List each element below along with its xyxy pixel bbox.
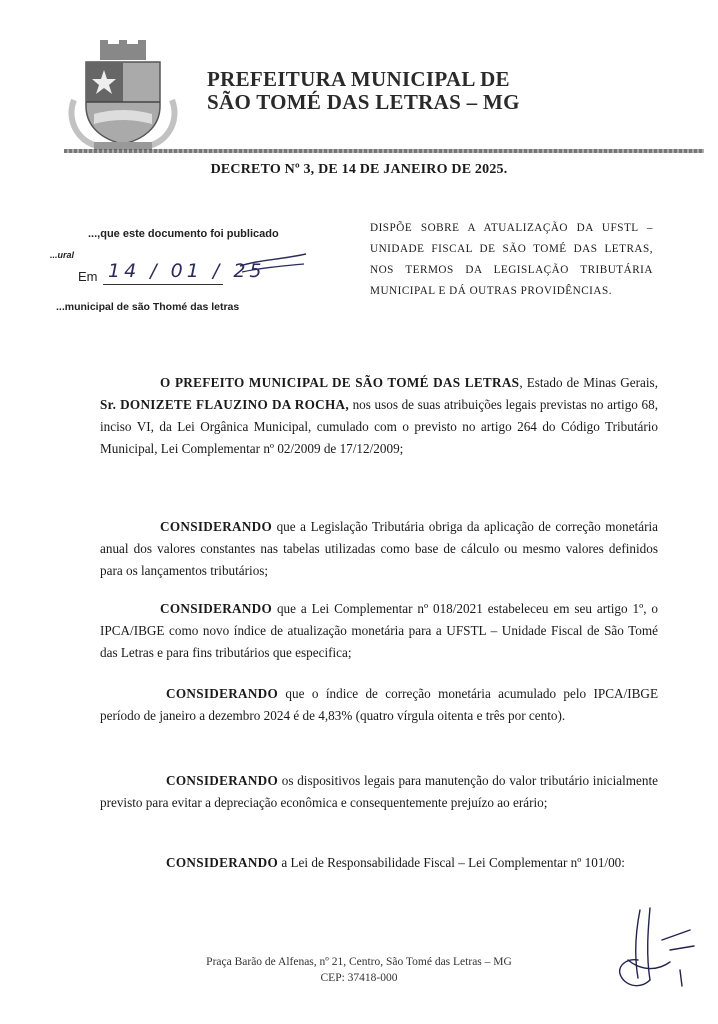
- coat-of-arms-logo: [64, 40, 182, 152]
- considerando-text: a Lei de Responsabilidade Fiscal – Lei Complementar nº 101/00:: [278, 855, 625, 870]
- footer-cep: CEP: 37418-000: [320, 972, 398, 984]
- handwritten-signature: [610, 900, 702, 992]
- publication-stamp: [48, 222, 318, 322]
- considerando-paragraph-2: [100, 598, 658, 664]
- ementa: DISPÕE SOBRE A ATUALIZAÇÃO DA UFSTL – UNIDADE FISCAL DE SÃO TOMÉ DAS LETRAS, NOS TERMOS DA LEGISLAÇÃO TRIBUTÁRIA MUNICIPAL E DÁ OUTRAS PROVIDÊNCIAS.: [370, 222, 653, 297]
- considerando-keyword: CONSIDERANDO: [160, 519, 273, 534]
- considerando-keyword: CONSIDERANDO: [166, 773, 279, 788]
- considerando-paragraph-3: [100, 683, 658, 727]
- header-divider: [64, 149, 704, 153]
- considerando-keyword: CONSIDERANDO: [160, 601, 273, 616]
- considerando-paragraph-5: [100, 852, 658, 874]
- considerando-text: os dispositivos legais para manutenção do valor tributário inicialmente previsto para evitar a depreciação econômica e consequentemente prejuízo ao erário;: [100, 773, 658, 810]
- footer-address-line: Praça Barão de Alfenas, nº 21, Centro, São Tomé das Letras – MG: [206, 956, 512, 968]
- municipality-header: [207, 68, 520, 114]
- stamp-line-1: ...,que este documento foi publicado: [88, 228, 279, 240]
- stamp-date-underline: [103, 284, 223, 285]
- stamp-handwritten-date: 14 / 01 / 25: [108, 260, 266, 282]
- preamble-bold-mayor: O PREFEITO MUNICIPAL DE SÃO TOMÉ DAS LETRAS: [160, 375, 520, 390]
- considerando-paragraph-1: [100, 516, 658, 582]
- preamble-text-2: nos usos de suas atribuições legais previstas no artigo 68, inciso VI, da Lei Orgânica Municipal, cumulado com o previsto no artigo 264 do Código Tributário Municipal, Lei Complementar nº 02/2009 de 17/12/2009;: [100, 397, 658, 456]
- preamble-bold-name: Sr. DONIZETE FLAUZINO DA ROCHA,: [100, 397, 349, 412]
- stamp-pen-stroke: [238, 252, 308, 274]
- considerando-text: que a Lei Complementar nº 018/2021 estabeleceu em seu artigo 1º, o IPCA/IBGE como novo índice de atualização monetária para a UFSTL – Unidade Fiscal de São Tomé das Letras e para fins tributários que especifica;: [100, 601, 658, 660]
- stamp-line-3: ...municipal de são Thomé das letras: [56, 301, 240, 313]
- considerando-text: que o índice de correção monetária acumulado pelo IPCA/IBGE período de janeiro a dezembro 2024 é de 4,83% (quatro vírgula oitenta e três por cento).: [100, 686, 658, 723]
- preamble-text-1: , Estado de Minas Gerais,: [519, 375, 658, 390]
- stamp-line-2: ...ural: [50, 250, 75, 260]
- considerando-text: que a Legislação Tributária obriga da aplicação de correção monetária anual dos valores constantes nas tabelas utilizadas como base de cálculo ou mesmo valores definidos para os lançamentos tributários;: [100, 519, 658, 578]
- considerando-paragraph-4: [100, 770, 658, 814]
- considerando-keyword: CONSIDERANDO: [166, 855, 279, 870]
- decree-title: DECRETO Nº 3, DE 14 DE JANEIRO DE 2025.: [210, 162, 508, 177]
- header-line-2: SÃO TOMÉ DAS LETRAS – MG: [207, 90, 520, 114]
- header-line-1: PREFEITURA MUNICIPAL DE: [207, 67, 510, 91]
- preamble-paragraph: [100, 372, 658, 460]
- considerando-keyword: CONSIDERANDO: [166, 686, 279, 701]
- stamp-em-label: Em: [78, 269, 98, 284]
